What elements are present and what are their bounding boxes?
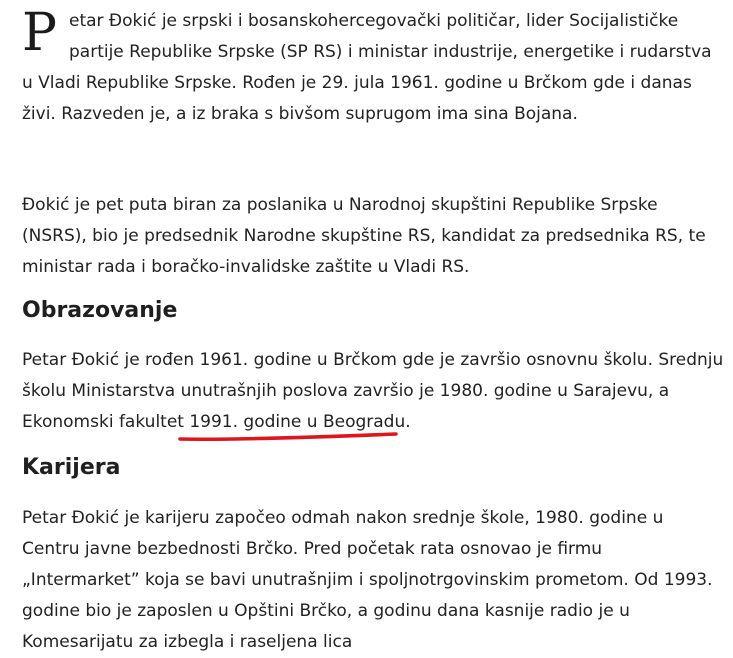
intro-paragraph [22,3,724,130]
intro-text: etar Đokić je srpski i bosanskohercegovački političar, lider Socijalističke partije Republike Srpske (SP RS) i ministar industrije, energetike i rudarstva u Vladi Republike Srpske. Rođen je 29. jula 1961. godine u Brčkom gde i danas živi. Razveden je, a iz braka s bivšom suprugom ima sina Bojana. [22,11,712,124]
career-paragraph: Petar Đokić je karijeru započeo odmah nakon srednje škole, 1980. godine u Centru javne bezbednosti Brčko. Pred početak rata osnovao je firmu „Intermarket” koja se bavi unutrašnjim i spoljnotrgovinskim prometom. Od 1993. godine bio je zaposlen u Opštini Brčko, a godinu dana kasnije radio je u Komesarijatu za izbegla i raseljena lica [22,508,713,652]
career-summary-paragraph: Đokić je pet puta biran za poslanika u Narodnoj skupštini Republike Srpske (NSRS), bio je predsednik Narodne skupštine RS, kandidat za predsednika RS, te ministar rada i boračko-invalidske zaštite u Vladi RS. [22,195,706,277]
section-heading-career: Karijera [22,455,121,480]
drop-cap: P [22,3,57,63]
section-heading-education: Obrazovanje [22,298,178,323]
education-paragraph: Petar Đokić je rođen 1961. godine u Brčkom gde je završio osnovnu školu. Srednju školu Ministarstva unutrašnjih poslova završio je 1980. godine u Sarajevu, a Ekonomski fakultet 1991. godine u Beogradu. [22,350,724,432]
